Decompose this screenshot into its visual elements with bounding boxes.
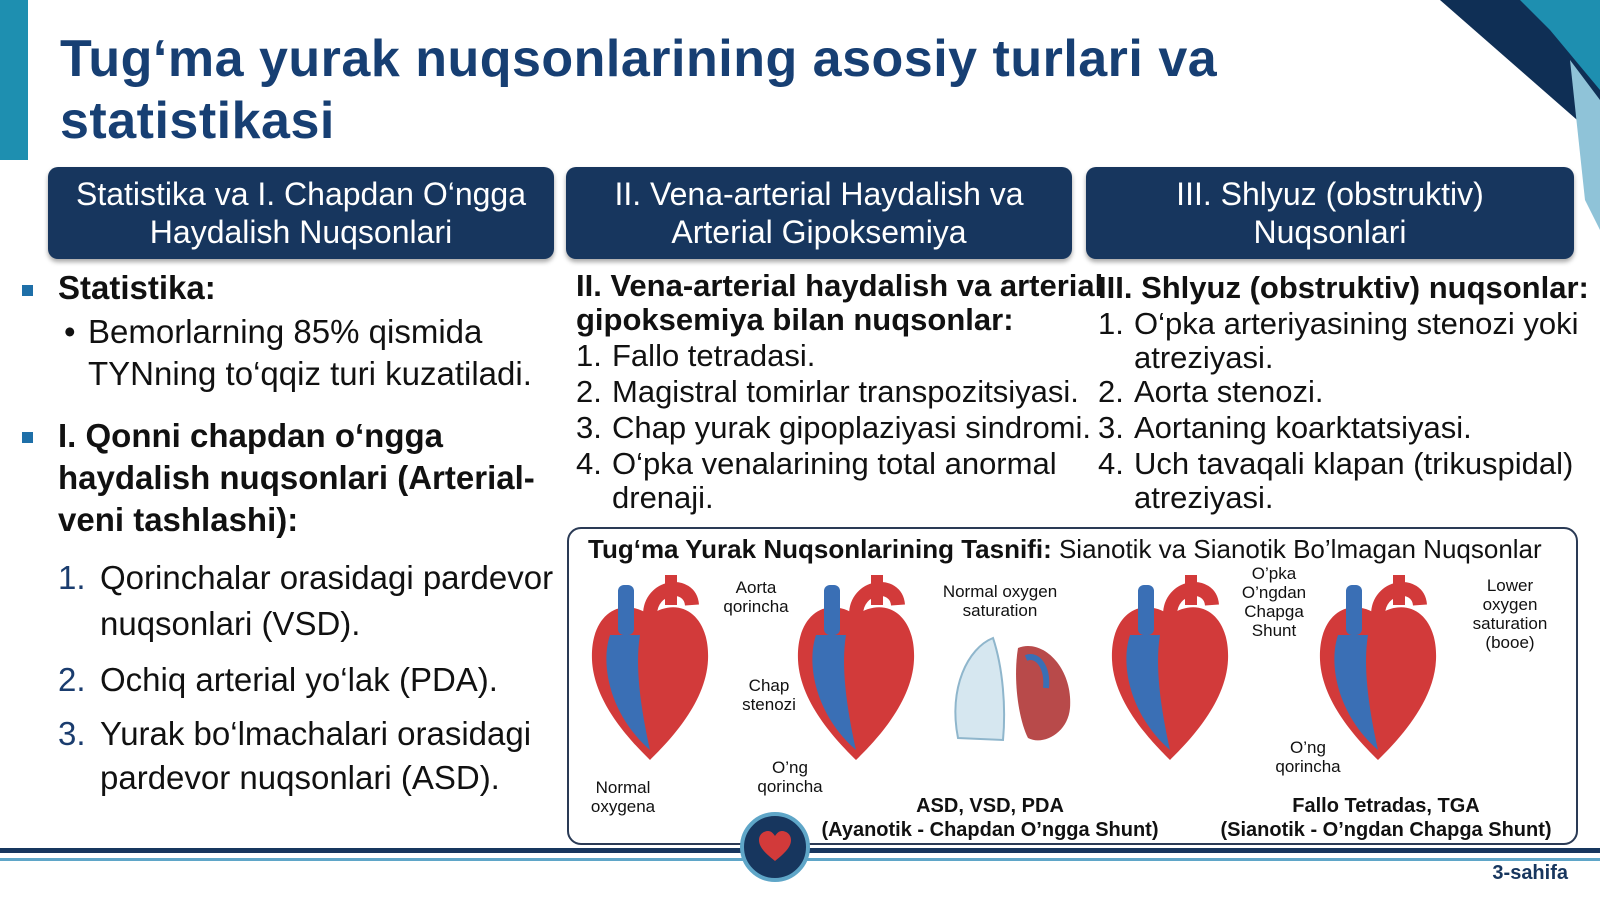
list-item-opka-line1: O‘pka arteriyasining stenozi yoki [1134, 306, 1579, 341]
bullet-dot: • [64, 313, 76, 350]
lungs-illustration [948, 628, 1088, 748]
list-item-drenaj-line1: O‘pka venalarining total anormal [612, 446, 1057, 481]
column-header-shlyuz: III. Shlyuz (obstruktiv) Nuqsonlari [1086, 167, 1574, 259]
group1-heading-line2: haydalish nuqsonlari (Arterial- [58, 459, 535, 496]
list-item-opka-line2: atreziyasi. [1134, 340, 1274, 375]
vena-heading-line2: gipoksemiya bilan nuqsonlar: [576, 302, 1014, 337]
heart-illustration [1308, 575, 1448, 765]
heart-icon [757, 829, 793, 865]
shlyuz-heading: III. Shlyuz (obstruktiv) nuqsonlar: [1098, 270, 1589, 305]
vena-heading-line1: II. Vena-arterial haydalish va arterial [576, 268, 1104, 303]
list-number: 2. [58, 661, 86, 698]
list-number: 3. [576, 410, 602, 445]
list-item-transpozitsiya: Magistral tomirlar transpozitsiyasi. [612, 374, 1079, 409]
page-number: 3-sahifa [1492, 862, 1568, 884]
label-normal-oxygen-saturation: Normal oxygen saturation [942, 582, 1058, 620]
caption-acyanotic: ASD, VSD, PDA (Ayanotik - Chapdan O’ngga Shunt) [821, 795, 1159, 841]
list-number: 2. [1098, 374, 1124, 409]
list-number: 4. [576, 446, 602, 481]
list-item-asd-line2: pardevor nuqsonlari (ASD). [100, 759, 500, 796]
list-item-vsd-line2: nuqsonlari (VSD). [100, 605, 361, 642]
caption-cyanotic: Fallo Tetradas, TGA (Sianotik - O’ngdan Chapga Shunt) [1220, 795, 1552, 841]
label-chap-stenozi: Chap stenozi [742, 676, 796, 714]
column-header-vena-arterial: II. Vena-arterial Haydalish va Arterial Gipoksemiya [566, 167, 1072, 259]
diagram-title: Tug‘ma Yurak Nuqsonlarining Tasnifi: Sianotik va Sianotik Bo’lmagan Nuqsonlar [588, 534, 1542, 564]
heart-illustration [1100, 575, 1240, 765]
label-aorta: Aorta qorincha [723, 578, 789, 616]
list-number: 1. [1098, 306, 1124, 341]
list-item-drenaj-line2: drenaji. [612, 480, 714, 515]
label-ong-qorincha-2: O’ng qorincha [1275, 738, 1341, 776]
list-number: 2. [576, 374, 602, 409]
label-ong-qorincha: O’ng qorincha [757, 758, 823, 796]
list-item-asd-line1: Yurak bo‘lmachalari orasidagi [100, 715, 532, 752]
list-number: 1. [576, 338, 602, 373]
bullet-square [22, 285, 33, 296]
stat-text-line1: Bemorlarning 85% qismida [88, 313, 483, 350]
list-number: 4. [1098, 446, 1124, 481]
list-item-aorta: Aorta stenozi. [1134, 374, 1324, 409]
group1-heading-line3: veni tashlashi): [58, 501, 299, 538]
heart-illustration [580, 575, 720, 765]
label-normal-oxygena: Normal oxygena [590, 778, 656, 816]
list-item-koarktatsiya: Aortaning koarktatsiyasi. [1134, 410, 1472, 445]
list-item-trikuspidal-line2: atreziyasi. [1134, 480, 1274, 515]
list-number: 3. [58, 715, 86, 752]
list-item-pda: Ochiq arterial yo‘lak (PDA). [100, 661, 498, 698]
list-item-fallo: Fallo tetradasi. [612, 338, 816, 373]
accent-bar [0, 0, 28, 160]
list-item-vsd-line1: Qorinchalar orasidagi pardevor [100, 559, 554, 596]
page-title: Tug‘ma yurak nuqsonlarining asosiy turlari va statistikasi [60, 30, 1218, 150]
group1-heading-line1: I. Qonni chapdan o‘ngga [58, 417, 443, 454]
label-shunt: O’pka O’ngdan Chapga Shunt [1241, 564, 1307, 640]
stat-text-line2: TYNning to‘qqiz turi kuzatiladi. [88, 355, 532, 392]
heart-logo-badge [740, 812, 810, 882]
column-header-statistika: Statistika va I. Chapdan O‘ngga Haydalish Nuqsonlari [48, 167, 554, 259]
list-item-gipoplaziya: Chap yurak gipoplaziyasi sindromi. [612, 410, 1092, 445]
statistika-heading: Statistika: [58, 269, 216, 306]
list-number: 1. [58, 559, 86, 596]
list-item-trikuspidal-line1: Uch tavaqali klapan (trikuspidal) [1134, 446, 1574, 481]
bullet-square [22, 432, 33, 443]
heart-illustration [786, 575, 926, 765]
label-lower-oxygen: Lower oxygen saturation (booe) [1472, 576, 1548, 652]
list-number: 3. [1098, 410, 1124, 445]
